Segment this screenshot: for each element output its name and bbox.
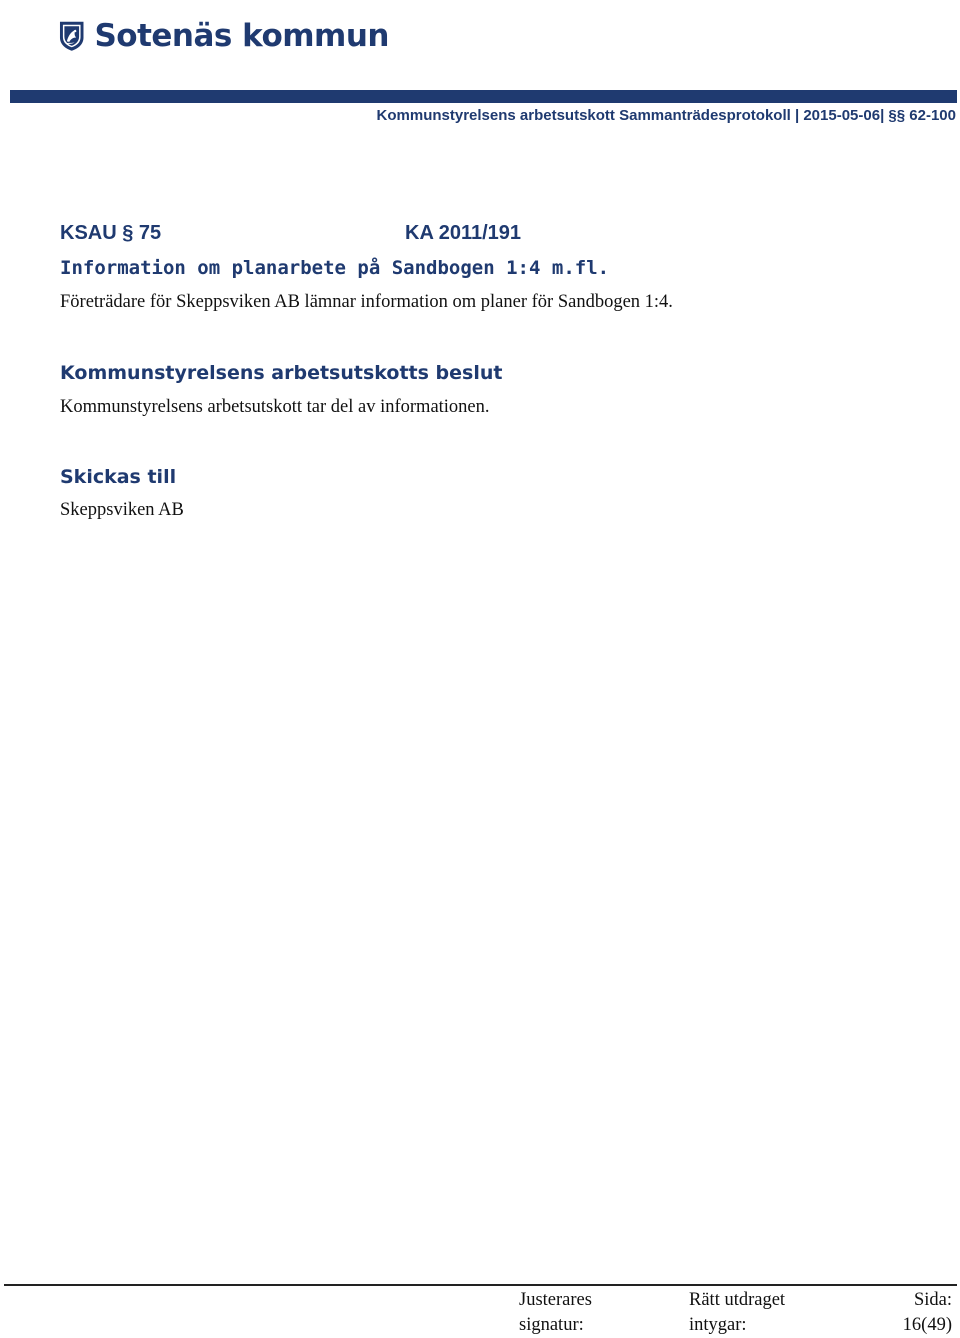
municipal-shield-icon xyxy=(59,5,84,67)
item-description: Företrädare för Skeppsviken AB lämnar information om planer för Sandbogen 1:4. xyxy=(60,292,673,312)
signature-label-line-2: signatur: xyxy=(519,1315,584,1335)
certified-label-line-2: intygar: xyxy=(689,1315,747,1335)
footer-divider xyxy=(4,1284,957,1286)
page-field xyxy=(903,1288,952,1338)
section-number: KSAU § 75 xyxy=(60,222,162,244)
municipality-logo xyxy=(59,4,389,68)
running-header: Kommunstyrelsens arbetsutskott Sammanträdesprotokoll | 2015-05-06| §§ 62-100 xyxy=(376,107,956,124)
signature-label-line-1: Justerares xyxy=(519,1290,592,1310)
case-number: KA 2011/191 xyxy=(405,222,522,244)
certified-label-line-1: Rätt utdraget xyxy=(689,1290,786,1310)
certified-field xyxy=(689,1288,785,1338)
distribution-heading: Skickas till xyxy=(60,466,177,488)
item-title: Information om planarbete på Sandbogen 1:4 m.fl. xyxy=(60,257,610,279)
decision-heading: Kommunstyrelsens arbetsutskotts beslut xyxy=(60,362,503,384)
logo-wordmark: Sotenäs kommun xyxy=(94,18,389,54)
header-bar xyxy=(10,90,957,103)
page-label: Sida: xyxy=(913,1290,952,1310)
distribution-recipient: Skeppsviken AB xyxy=(60,500,184,520)
decision-text: Kommunstyrelsens arbetsutskott tar del av informationen. xyxy=(60,397,490,417)
item-heading xyxy=(60,222,522,245)
page-number: 16(49) xyxy=(902,1315,952,1335)
signature-field xyxy=(519,1288,592,1338)
